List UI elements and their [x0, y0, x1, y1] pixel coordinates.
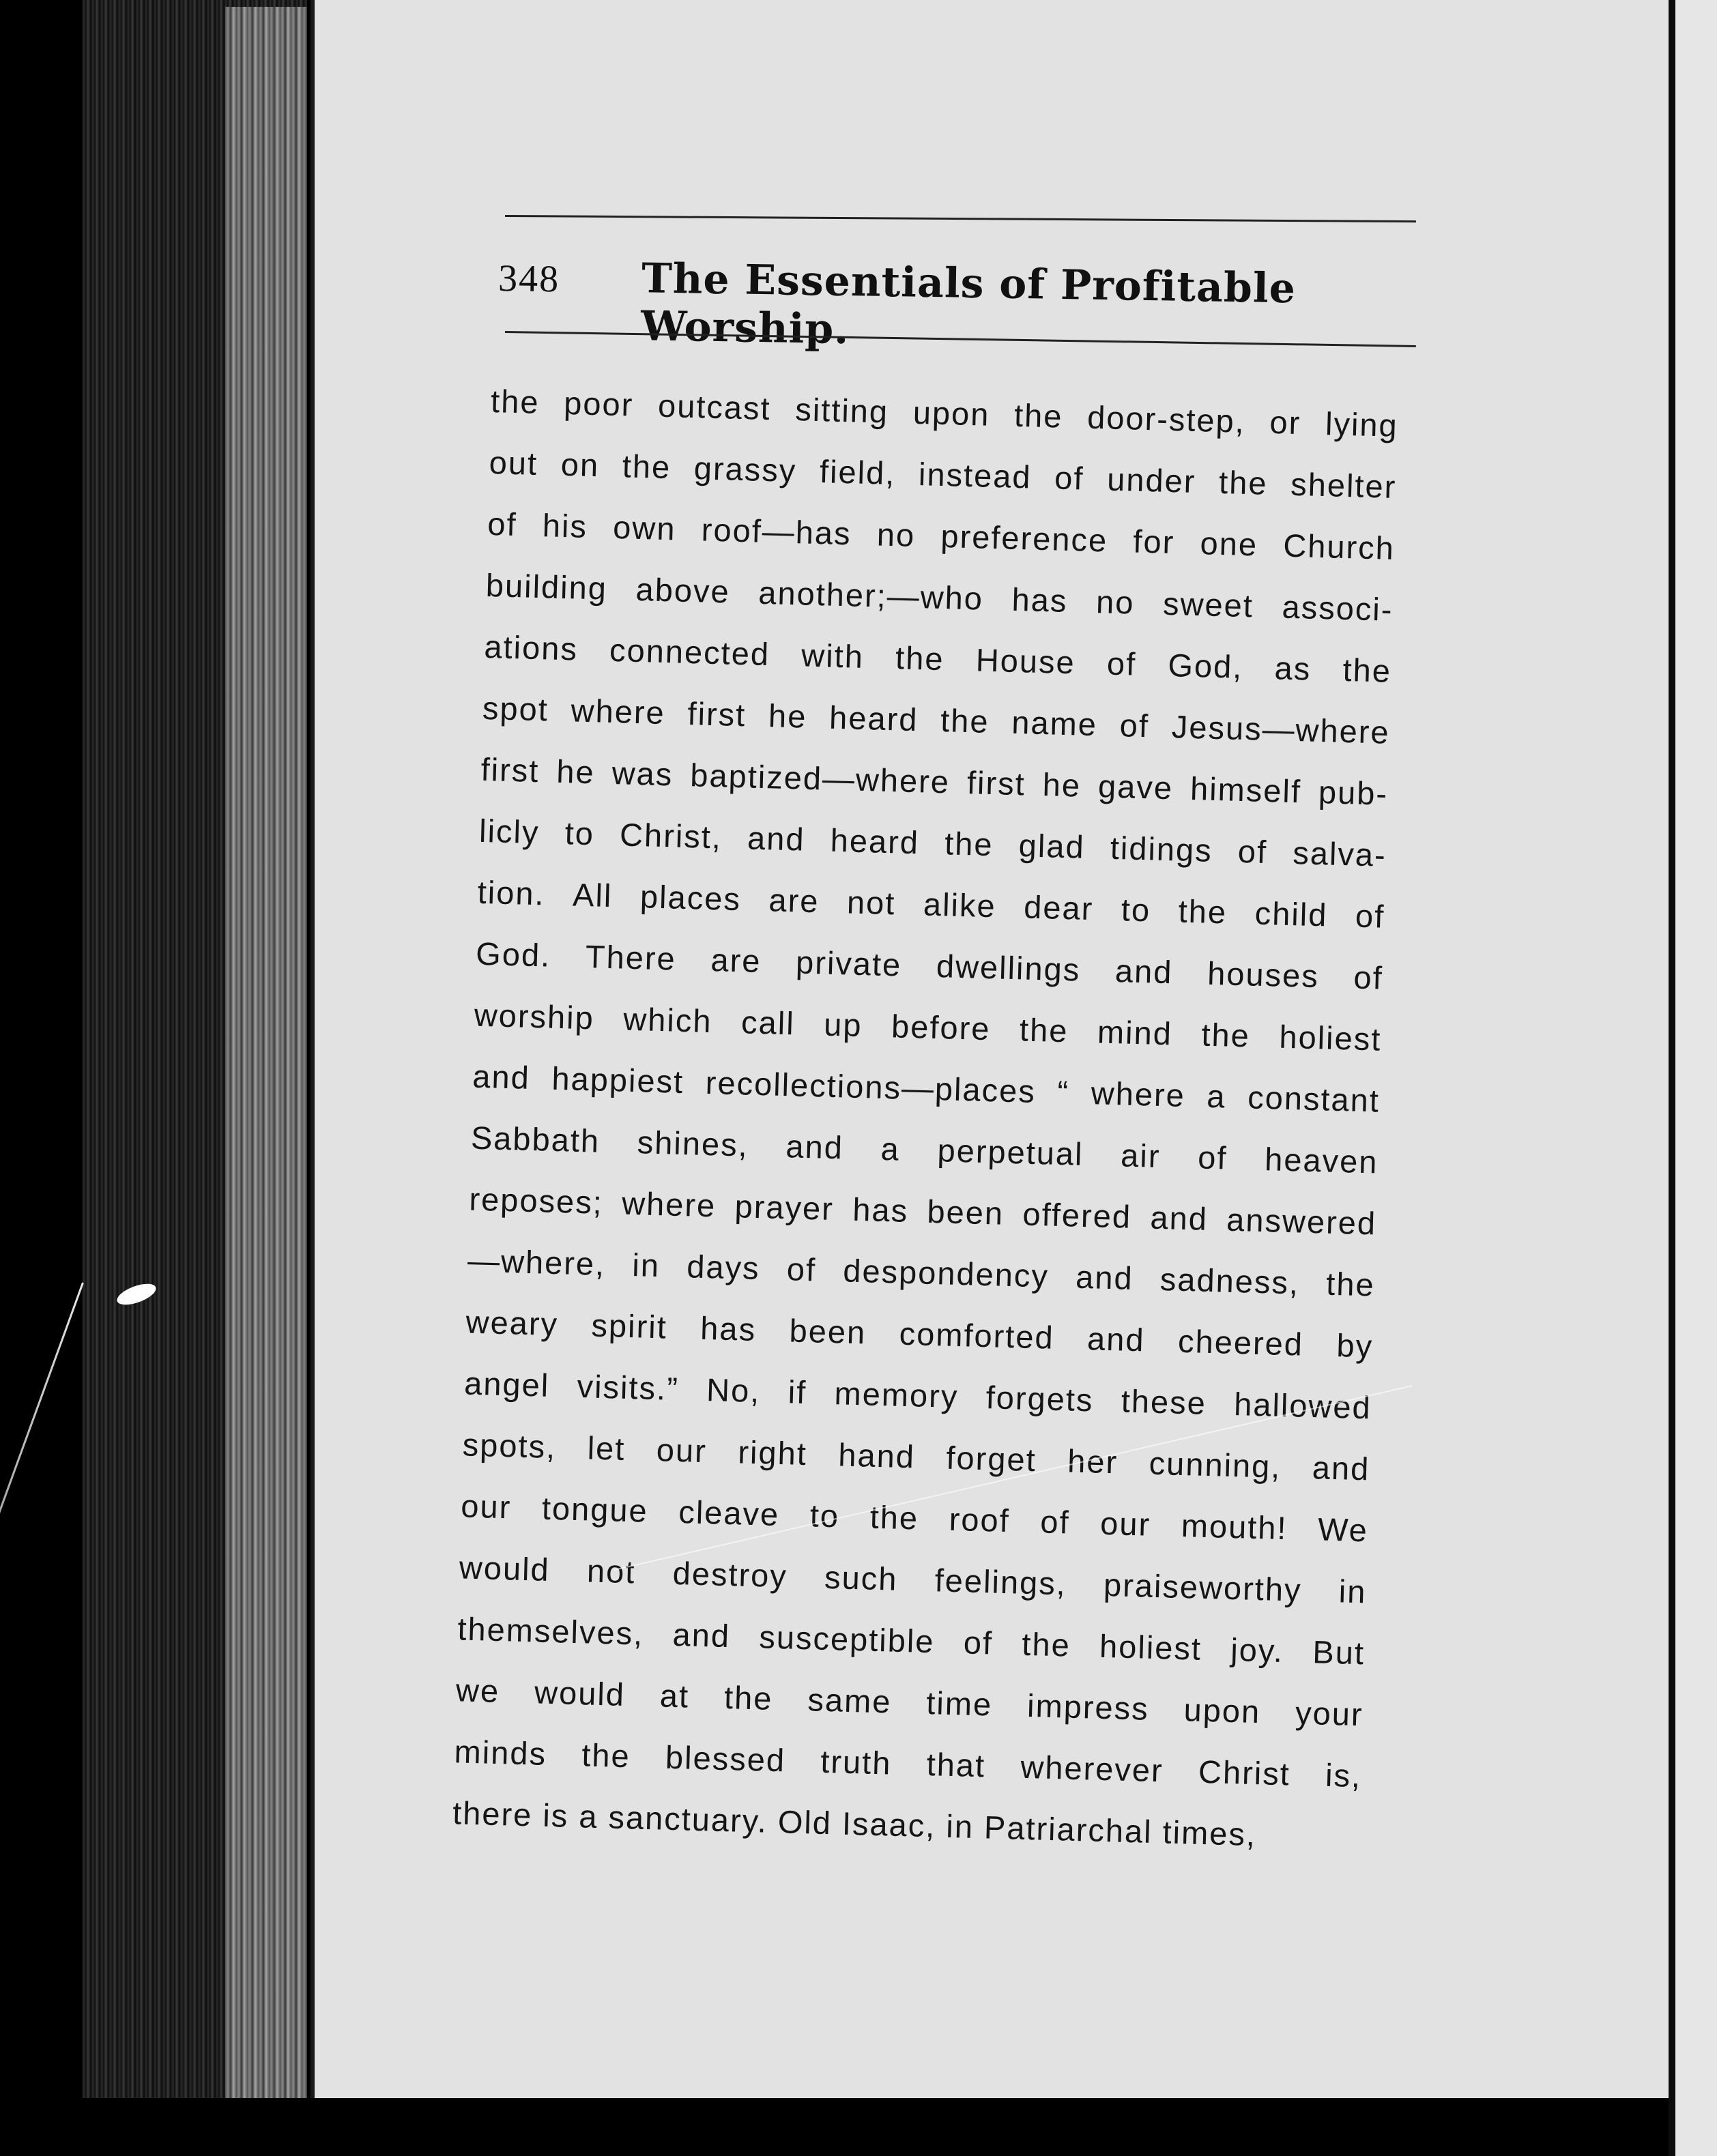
text-line: angel visits.” No, if memory forgets these hallowed [463, 1365, 1372, 1426]
text-line: weary spirit has been comforted and cheered by [465, 1303, 1374, 1365]
text-line: tion. All places are not alike dear to the child of [477, 873, 1385, 935]
text-line: and happiest recollections—places “ where a constant [472, 1058, 1381, 1119]
text-line: building above another;—who has no sweet associ- [485, 566, 1394, 628]
text-line: spot where first he heard the name of Jesus—where [482, 689, 1391, 751]
text-line: God. There are private dwellings and houses of [475, 935, 1384, 996]
text-line: —where, in days of despondency and sadness, the [467, 1242, 1376, 1303]
text-line: ations connected with the House of God, as the [483, 628, 1392, 689]
text-line: there is a sanctuary. Old Isaac, in Patriarchal times, [452, 1794, 1257, 1853]
text-line: licly to Christ, and heard the glad tidings of salva- [478, 812, 1387, 873]
film-scratch [0, 1282, 84, 2052]
text-line: reposes; where prayer has been offered and answered [468, 1180, 1377, 1242]
text-line: worship which call up before the mind the holiest [474, 996, 1383, 1058]
text-line: themselves, and susceptible of the holiest joy. But [457, 1610, 1366, 1672]
text-line: Sabbath shines, and a perpetual air of heaven [470, 1119, 1379, 1180]
text-line: of his own roof—has no preference for one Church [487, 505, 1396, 566]
book-page-edges-highlight [225, 7, 307, 2101]
text-line: first he was baptized—where first he gave himself pub- [480, 751, 1389, 812]
text-line: our tongue cleave to the roof of our mouth! We [460, 1487, 1369, 1549]
facing-page-edge [1669, 0, 1717, 2156]
page-number: 348 [497, 257, 560, 301]
text-line: would not destroy such feelings, praiseworthy in [459, 1549, 1368, 1610]
text-line: minds the blessed truth that wherever Christ is, [453, 1733, 1362, 1794]
text-line: we would at the same time impress upon your [455, 1672, 1364, 1733]
text-line: spots, let our right hand forget her cunning, and [462, 1426, 1371, 1487]
body-text [452, 382, 1399, 1880]
running-title: The Essentials of Profitable Worship. [640, 254, 1297, 354]
scan-bottom-border [0, 2098, 1669, 2156]
text-line: out on the grassy field, instead of under the shelter [489, 443, 1398, 505]
text-line: the poor outcast sitting upon the door-step, or lying [490, 382, 1399, 443]
